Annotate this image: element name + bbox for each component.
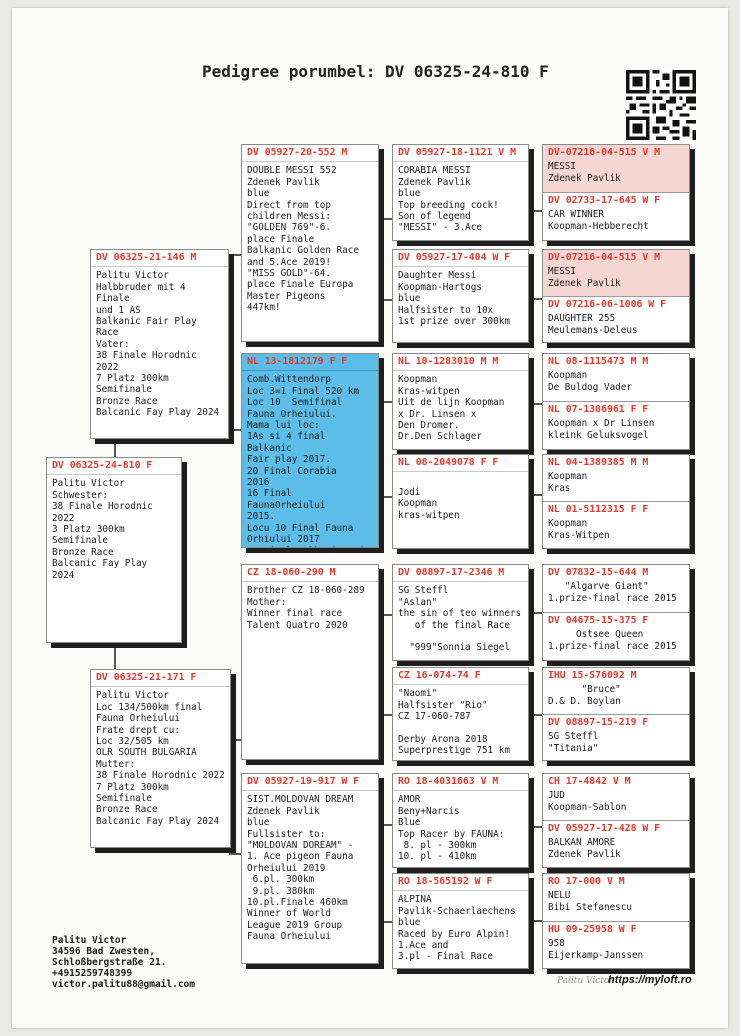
card-notes: Brother CZ 18-060-289 Mother: Winner final race Talent Quatro 2020 [247, 585, 365, 631]
card-notes: SG Steffl "Aslan" the sin of teo winners of the final Race "999"Sonnia Siegel [398, 585, 522, 654]
card-notes: Palitu Victor Schwester: 38 Finale Horodnic 2022 3 Platz 300km Semifinale Bronze Race Balcanic Fay Play 2024 [52, 478, 153, 581]
ring-number: DV 05927-17-428 W F [548, 823, 661, 834]
great-grandparent-card [392, 353, 529, 450]
connector-line [528, 494, 542, 496]
card-notes: Koopman Kras-Witpen [548, 518, 610, 541]
great-grandparent-card [392, 667, 529, 761]
ring-number: DV 06325-21-171 F [91, 670, 230, 687]
gg-parents-card [542, 873, 690, 969]
connector-line [227, 254, 241, 256]
connector-line [528, 298, 542, 300]
owner-contact: Palitu Victor 34596 Bad Zwesten, Schloßbergstraße 21. +4915259748399 victor.palitu88@gmail.com [52, 935, 195, 990]
ring-number: NL 08-1115473 M M [548, 356, 649, 367]
gg-dam [543, 296, 689, 342]
gg-sire [543, 565, 689, 612]
qr-code [626, 70, 696, 140]
ring-number: DV 02733-17-645 W F [548, 195, 661, 206]
card-notes: SIST.MOLDOVAN DREAM Zdenek Pavlik blue Fullsister to: "MOLDOVAN DOREAM" - 1. Ace pigeon Fauna Orheiului 2019 6.pl. 300km 9.pl. 380km 10.pl.Finale 460km Winner of World League 2019 Group Fauna Orheiului [247, 794, 354, 943]
card-notes: NELU Bibi Stefanescu [548, 890, 632, 913]
gg-dam [543, 820, 689, 867]
card-notes: DAUGHTER 255 Meulemans-Deleus [548, 313, 638, 336]
connector-line [528, 612, 542, 614]
ring-number: DV 05927-17-404 W F [393, 250, 528, 267]
ring-number: DV-07216-04-515 V M [548, 147, 661, 158]
gg-parents-card [542, 667, 690, 761]
ring-number: DV 07216-06-1006 W F [548, 299, 666, 310]
grandsire-paternal-card [241, 144, 379, 342]
card-notes: MESSI Zdenek Pavlik [548, 161, 621, 184]
card-notes: Koopman De Buldog Vader [548, 370, 632, 393]
card-notes: SG Steffl "Titania" [548, 731, 599, 754]
gg-dam [543, 714, 689, 760]
card-notes: Comb.Wittendorp Loc 3=1 Final 520 km Loc 10 Semifinal Fauna Orheiului. Mama lui loc: 1As si 4 final Balkanic Fair play 2017. 20 Final Corabia 2016 16 Final FaunaOrheiului 2015. Locu 10 Final Fauna Orhiului 2017 [247, 374, 359, 546]
card-notes: "Algarve Giant" 1.prize-final race 2015 [548, 581, 677, 604]
ring-number: RO 18-565192 W F [393, 874, 528, 891]
granddam-paternal-card [241, 353, 379, 548]
great-grandparent-card [392, 773, 529, 868]
gg-dam [543, 921, 689, 968]
ring-number: CZ 18-060-290 M [242, 565, 378, 582]
dam-card [90, 669, 231, 848]
ring-number: CZ 16-074-74 F [393, 668, 528, 685]
ring-number: NL 01-5112315 F F [548, 504, 649, 515]
ring-number: DV 08897-15-219 F [548, 717, 649, 728]
gg-parents-card [542, 249, 690, 343]
connector-line [378, 714, 392, 716]
card-notes: Koopman Kras [548, 471, 588, 494]
card-notes: DOUBLE MESSI 552 Zdenek Pavlik blue Direct from top children Messi: "GOLDEN 769"-6. place Finale Balkanic Golden Race and 5.Ace 2019! "MISS GOLD"-64. place Finale Europa Master Pigeons 447km! [247, 165, 359, 314]
ring-number: NL 13-1812179 F F [242, 354, 378, 371]
gg-parents-card [542, 564, 690, 661]
ring-number: CH 17-4842 V M [548, 776, 631, 787]
ring-number: DV-07216-04-515 V M [548, 252, 661, 263]
signature: Palitu Victor [557, 976, 614, 986]
connector-line [528, 920, 542, 922]
ring-number: DV 07832-15-644 M [548, 567, 649, 578]
card-notes: Ostsee Queen 1.prize-final race 2015 [548, 629, 677, 652]
connector-line [378, 401, 392, 403]
connector-line [378, 496, 392, 498]
card-notes: "Bruce" D.& D. Boylan [548, 684, 621, 707]
page-title: Pedigree porumbel: DV 06325-24-810 F [202, 62, 549, 81]
gg-parents-card [542, 773, 690, 868]
pedigree-page [12, 8, 728, 1028]
ring-number: IHU 15-S76092 M [548, 670, 637, 681]
ring-number: NL 10-1283010 M M [393, 354, 528, 371]
gg-sire [543, 145, 689, 192]
grandsire-maternal-card [241, 564, 379, 760]
gg-dam [543, 612, 689, 660]
gg-sire [543, 874, 689, 921]
gg-sire [543, 250, 689, 296]
great-grandparent-card [392, 564, 529, 661]
card-notes: Koopman x Dr Linsen kleink Geluksvogel [548, 418, 655, 441]
gg-sire [543, 455, 689, 501]
connector-line [528, 210, 542, 212]
gg-sire [543, 354, 689, 401]
ring-number: DV 04675-15-375 F [548, 615, 649, 626]
ring-number: RO 17-000 V M [548, 876, 625, 887]
gg-dam [543, 501, 689, 548]
ring-number: HU 09-25958 W F [548, 924, 637, 935]
card-notes: Jodi Koopman kras-witpen [398, 486, 460, 521]
ring-number: NL 08-2049078 F F [393, 455, 528, 472]
ring-number: DV 06325-21-146 M [91, 250, 228, 267]
connector-line [378, 921, 392, 923]
card-notes: CORABIA MESSI Zdenek Pavlik blue Top breeding cock! Son of legend "MESSI" - 3.Ace [398, 165, 499, 234]
card-notes: JUD Koopman-Sablon [548, 790, 627, 813]
ring-number: DV 08897-17-2346 M [393, 565, 528, 582]
ring-number: DV 05927-19-917 W F [242, 774, 378, 791]
ring-number: RO 18-4031663 V M [393, 774, 528, 791]
great-grandparent-card [392, 249, 529, 343]
great-grandparent-card [392, 873, 529, 969]
great-grandparent-card [392, 144, 529, 241]
ring-number: DV 05927-18-1121 V M [393, 145, 528, 162]
card-notes: 958 Eijerkamp-Janssen [548, 938, 644, 961]
card-notes: Koopman Kras-witpen Uit de lijn Koopman x Dr. Linsen x Den Dromer. Dr.Den Schlager [398, 374, 505, 443]
connector-line [528, 826, 542, 828]
card-notes: Palitu Victor Halbbruder mit 4 Finale und 1 AS Balkanic Fair Play Race Vater: 38 Finale Horodnic 2022 7 Platz 300km Semifinale Bronze Race Balcanic Fay Play 2024 [96, 270, 220, 419]
gg-parents-card [542, 144, 690, 241]
ring-number: DV 05927-20-552 M [242, 145, 378, 162]
card-notes: "Naomi" Halfsister "Rio" CZ 17-060-787 Derby Arona 2018 Superprestige 751 km [398, 688, 510, 757]
card-notes: Daughter Messi Koopman-Hartogs blue Halfsister to 10x 1st prize over 300km [398, 270, 510, 328]
card-notes: AMOR Beny+Narcis Blue Top Racer by FAUNA: 8. pl - 300km 10. pl - 410km [398, 794, 505, 863]
card-notes: Palitu Victor Loc 134/500km final Fauna Orheiului Frate drept cu: Loc 32/505 km OLR SOUTH BULGARIA Mutter: 38 Finale Horodnic 2022 7 Platz 300km Semifinale Bronze Race Balcanic Fay Play 2024 [96, 690, 225, 827]
gg-sire [543, 668, 689, 714]
subject-card [46, 457, 182, 643]
card-notes: ALPINA Pavlik-Schaerlaechens blue Raced by Euro Alpin! 1.Ace and 3.pl - Final Race [398, 894, 516, 963]
connector-line [229, 853, 241, 855]
gg-dam [543, 192, 689, 240]
connector-line [528, 403, 542, 405]
gg-parents-card [542, 454, 690, 549]
ring-number: NL 07-1386961 F F [548, 404, 649, 415]
card-notes: MESSI Zdenek Pavlik [548, 266, 621, 289]
card-notes: BALKAN AMORE Zdenek Pavlik [548, 837, 621, 860]
card-notes: CAR WINNER Koopman-Hebberecht [548, 209, 649, 232]
ring-number: NL 04-1389385 M M [548, 457, 649, 468]
connector-line [378, 824, 392, 826]
ring-number: DV 06325-24-810 F [47, 458, 181, 475]
granddam-maternal-card [241, 773, 379, 964]
connector-line [378, 218, 392, 220]
great-grandparent-card [392, 454, 529, 549]
connector-line [227, 429, 241, 431]
gg-sire [543, 774, 689, 820]
footer-url[interactable]: https://myloft.ro [608, 974, 692, 986]
sire-card [90, 249, 229, 439]
connector-line [378, 299, 392, 301]
gg-parents-card [542, 353, 690, 450]
connector-line [378, 614, 392, 616]
connector-line [528, 714, 542, 716]
gg-dam [543, 401, 689, 449]
